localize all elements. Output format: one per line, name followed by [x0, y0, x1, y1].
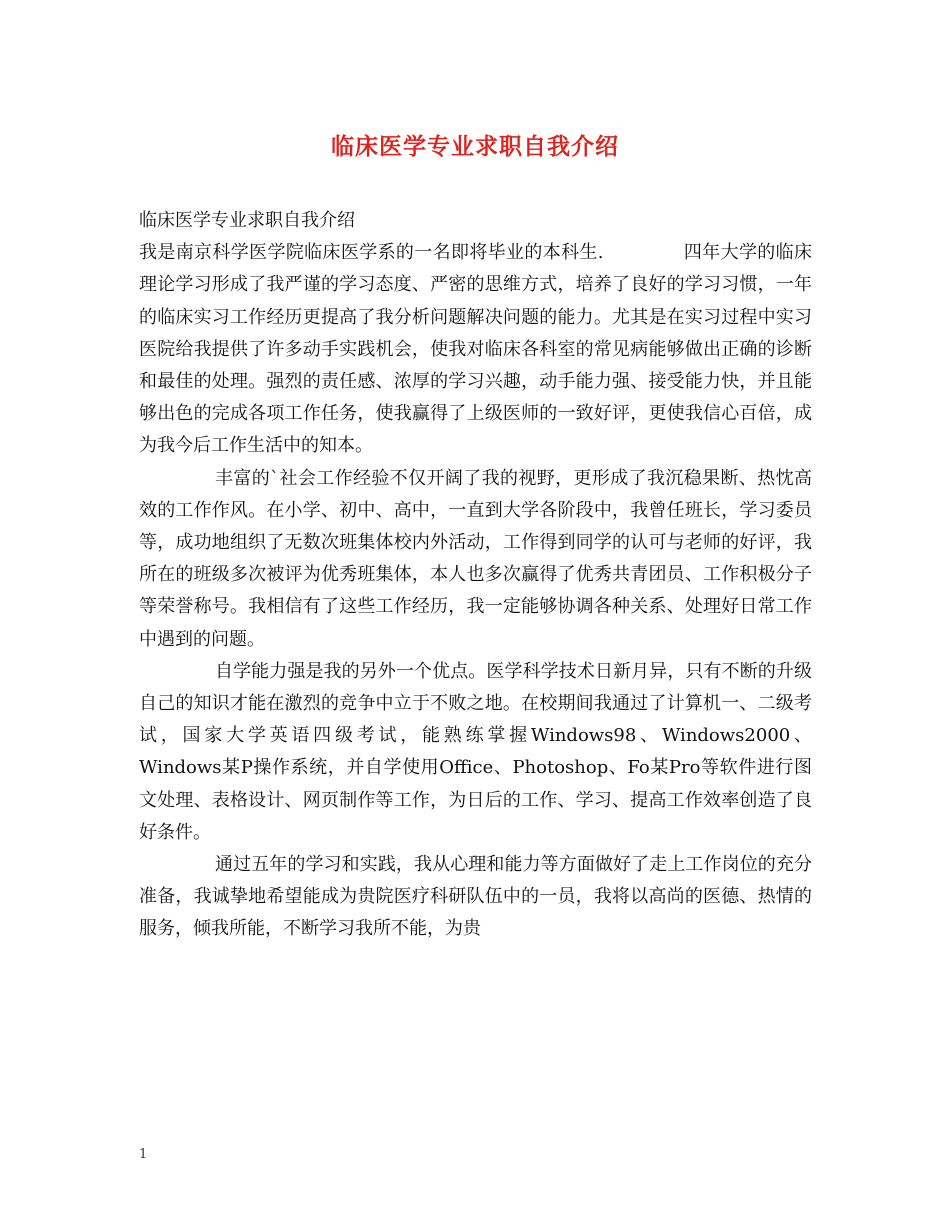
paragraph-1-intro: 我是南京科学医学院临床医学系的一名即将毕业的本科生.	[139, 242, 604, 264]
document-body	[139, 205, 812, 946]
paragraph-1-rest: 四年大学的临床理论学习形成了我严谨的学习态度、严密的思维方式，培养了良好的学习习惯，一年的临床实习工作经历更提高了我分析问题解决问题的能力。尤其是在实习过程中实习医院给我提供了许多动手实践机会，使我对临床各科室的常见病能够做出正确的诊断和最佳的处理。强烈的责任感、浓厚的学习兴趣，动手能力强、接受能力快，并且能够出色的完成各项工作任务，使我赢得了上级医师的一致好评，更使我信心百倍，成为我今后工作生活中的知本。	[139, 242, 812, 457]
subtitle: 临床医学专业求职自我介绍	[139, 210, 355, 231]
paragraph-1	[139, 237, 812, 462]
document-title: 临床医学专业求职自我介绍	[331, 133, 619, 160]
paragraph-4: 通过五年的学习和实践，我从心理和能力等方面做好了走上工作岗位的充分准备，我诚挚地希望能成为贵院医疗科研队伍中的一员，我将以高尚的医德、热情的服务，倾我所能，不断学习我所不能，为贵	[139, 854, 812, 940]
paragraph-2: 丰富的`社会工作经验不仅开阔了我的视野，更形成了我沉稳果断、热忱高效的工作作风。在小学、初中、高中，一直到大学各阶段中，我曾任班长，学习委员等，成功地组织了无数次班集体校内外活动，工作得到同学的认可与老师的好评，我所在的班级多次被评为优秀班集体，本人也多次赢得了优秀共青团员、工作积极分子等荣誉称号。我相信有了这些工作经历，我一定能够协调各种关系、处理好日常工作中遇到的问题。	[139, 467, 812, 650]
page-number: 1	[139, 1147, 148, 1162]
paragraph-3: 自学能力强是我的另外一个优点。医学科学技术日新月异，只有不断的升级自己的知识才能在激烈的竞争中立于不败之地。在校期间我通过了计算机一、二级考试，国家大学英语四级考试，能熟练掌握Windows98、Windows2000、Windows某P操作系统，并自学使用Office、Photoshop、Fo某Pro等软件进行图文处理、表格设计、网页制作等工作，为日后的工作、学习、提高工作效率创造了良好条件。	[139, 660, 812, 843]
